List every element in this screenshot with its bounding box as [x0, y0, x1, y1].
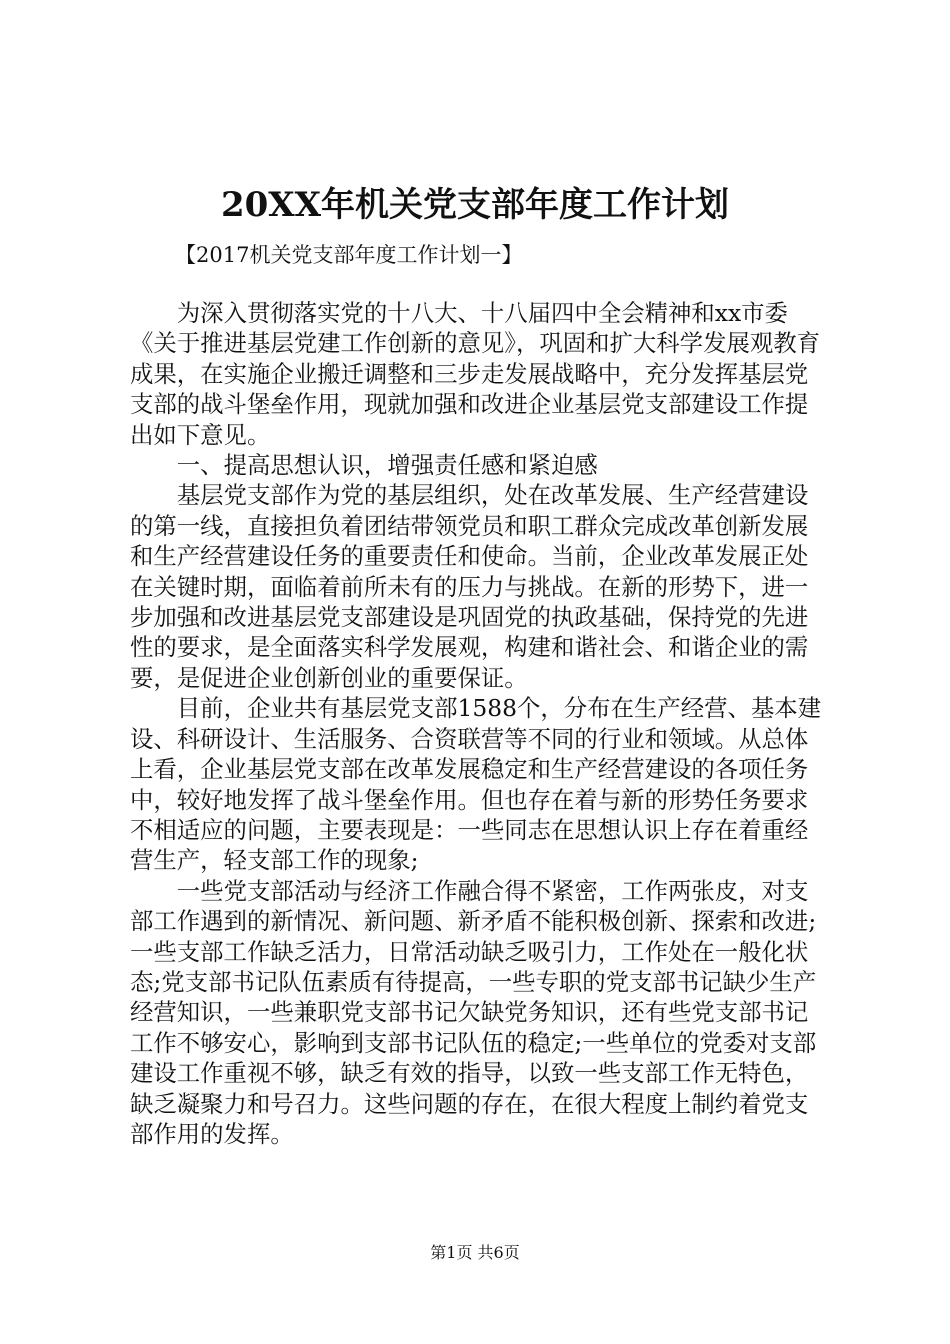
paragraph-status: 目前，企业共有基层党支部1588个，分布在生产经营、基本建设、科研设计、生活服务、合资联营等不同的行业和领域。从总体上看，企业基层党支部在改革发展稳定和生产经营建设的各项任务中，较好地发挥了战斗堡垒作用。但也存在着与新的形势任务要求不相适应的问题，主要表现是：一些同志在思想认识上存在着重经营生产，轻支部工作的现象; — [130, 694, 822, 875]
section-heading: 一、提高思想认识，增强责任感和紧迫感 — [176, 451, 598, 480]
document-title: 20XX年机关党支部年度工作计划 — [220, 185, 730, 225]
paragraph-intro: 为深入贯彻落实党的十八大、十八届四中全会精神和xx市委《关于推进基层党建工作创新的意见》，巩固和扩大科学发展观教育成果，在实施企业搬迁调整和三步走发展战略中，充分发挥基层党支部的战斗堡垒作用，现就加强和改进企业基层党支部建设工作提出如下意见。 — [130, 299, 821, 449]
document-body — [130, 298, 830, 1149]
page-footer: 第1页 共6页 — [430, 1243, 520, 1262]
document-subtitle: 【2017机关党支部年度工作计划一】 — [175, 243, 523, 267]
paragraph-problems: 一些党支部活动与经济工作融合得不紧密，工作两张皮，对支部工作遇到的新情况、新问题、新矛盾不能积极创新、探索和改进;一些支部工作缺乏活力，日常活动缺乏吸引力，工作处在一般化状态;党支部书记队伍素质有待提高，一些专职的党支部书记缺少生产经营知识，一些兼职党支部书记欠缺党务知识，还有些党支部书记工作不够安心，影响到支部书记队伍的稳定;一些单位的党委对支部建设工作重视不够，缺乏有效的指导，以致一些支部工作无特色，缺乏凝聚力和号召力。这些问题的存在，在很大程度上制约着党支部作用的发挥。 — [130, 876, 817, 1148]
paragraph-role: 基层党支部作为党的基层组织，处在改革发展、生产经营建设的第一线，直接担负着团结带领党员和职工群众完成改革创新发展和生产经营建设任务的重要责任和使命。当前，企业改革发展正处在关键时期，面临着前所未有的压力与挑战。在新的形势下，进一步加强和改进基层党支部建设是巩固党的执政基础，保持党的先进性的要求，是全面落实科学发展观，构建和谐社会、和谐企业的需要，是促进企业创新创业的重要保证。 — [130, 481, 809, 692]
